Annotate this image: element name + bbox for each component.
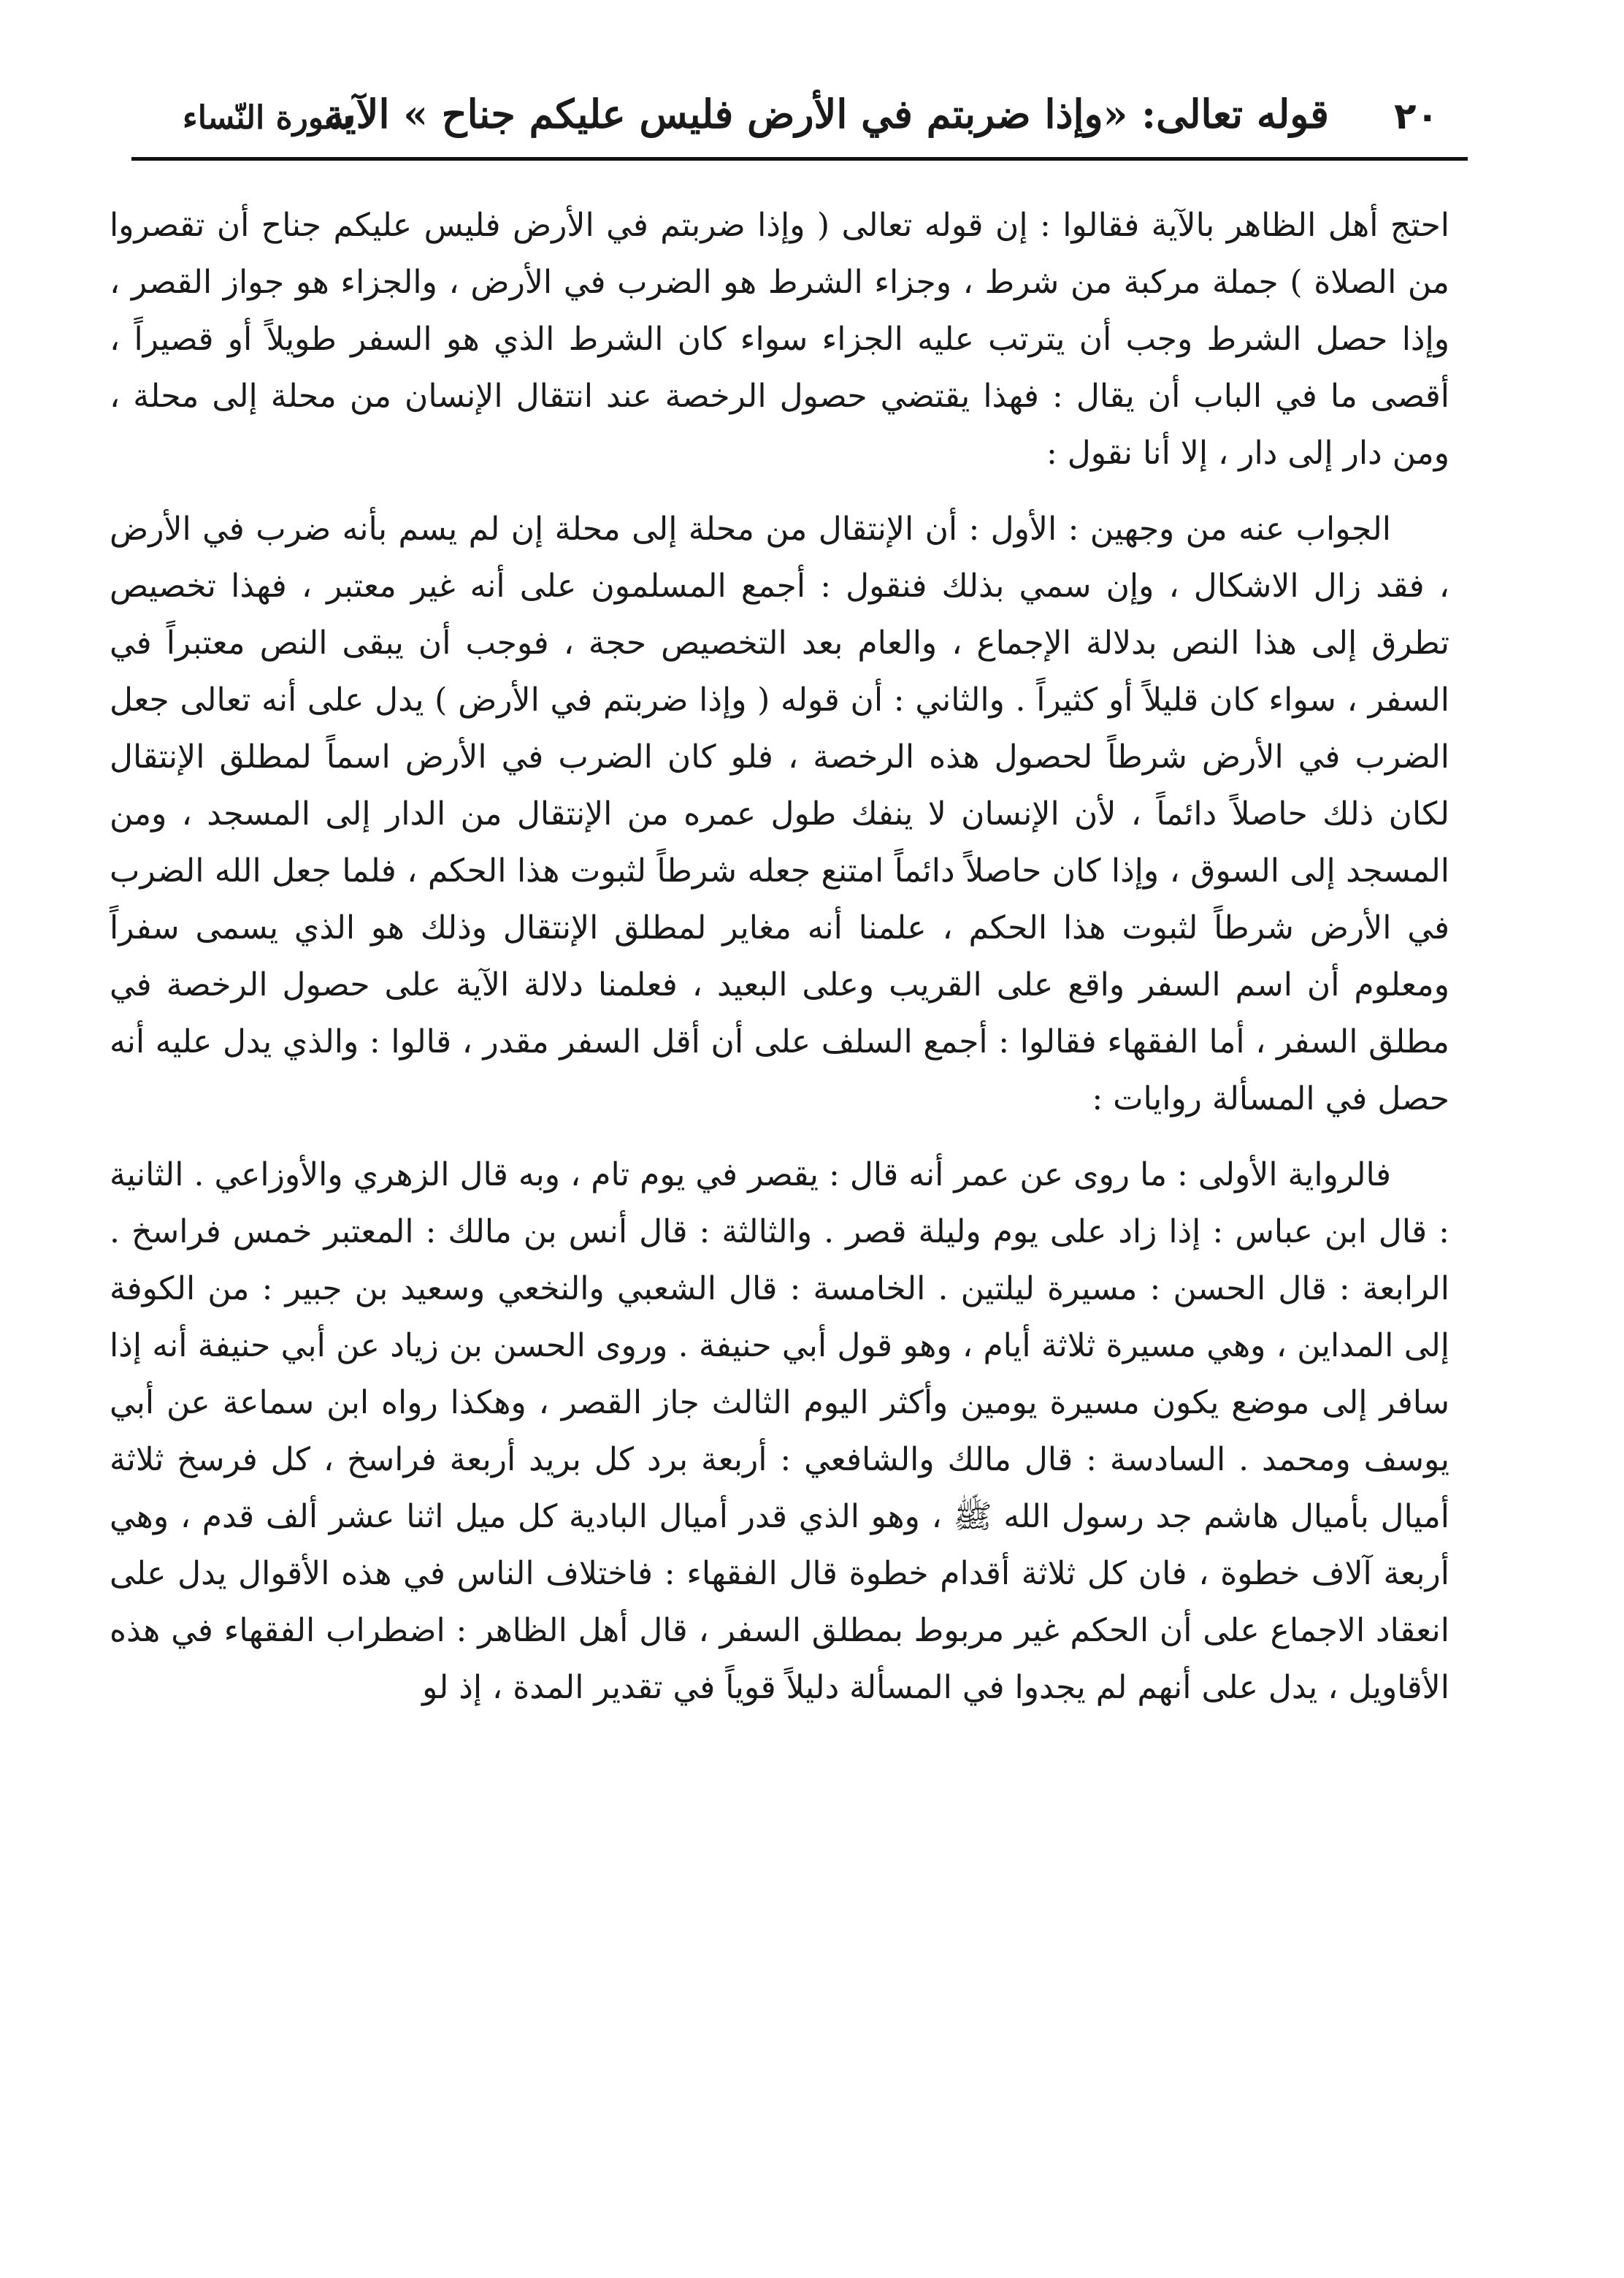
paragraph: الجواب عنه من وجهين : الأول : أن الإنتقال من محلة إلى محلة إن لم يسم بأنه ضرب في الأرض ، فقد زال الاشكال ، وإن سمي بذلك فنقول : أجمع المسلمون على أنه غير معتبر ، فهذا تخصيص تطرق إلى هذا النص بدلالة الإجماع ، والعام بعد التخصيص حجة ، فوجب أن يبقى النص معتبراً في السفر ، سواء كان قليلاً أو كثيراً . والثاني : أن قوله ( وإذا ضربتم في الأرض ) يدل على أنه تعالى جعل الضرب في الأرض شرطاً لحصول هذه الرخصة ، فلو كان الضرب في الأرض اسماً لمطلق الإنتقال لكان ذلك حاصلاً دائماً ، لأن الإنسان لا ينفك طول عمره من الإنتقال من الدار إلى المسجد ، ومن المسجد إلى السوق ، وإذا كان حاصلاً دائماً امتنع جعله شرطاً لثبوت هذا الحكم ، فلما جعل الله الضرب في الأرض شرطاً لثبوت هذا الحكم ، علمنا أنه مغاير لمطلق الإنتقال وذلك هو الذي يسمى سفراً ومعلوم أن اسم السفر واقع على القريب وعلى البعيد ، فعلمنا دلالة الآية على حصول الرخصة في مطلق السفر ، أما الفقهاء فقالوا : أجمع السلف على أن أقل السفر مقدر ، قالوا : والذي يدل عليه أنه حصل في المسألة روايات : — [110, 511, 1449, 1117]
header-divider — [131, 157, 1468, 161]
paragraph: فالرواية الأولى : ما روى عن عمر أنه قال : يقصر في يوم تام ، وبه قال الزهري والأوزاعي . الثانية : قال ابن عباس : إذا زاد على يوم وليلة قصر . والثالثة : قال أنس بن مالك : المعتبر خمس فراسخ . الرابعة : قال الحسن : مسيرة ليلتين . الخامسة : قال الشعبي والنخعي وسعيد بن جبير : من الكوفة إلى المداين ، وهي مسيرة ثلاثة أيام ، وهو قول أبي حنيفة . وروى الحسن بن زياد عن أبي حنيفة أنه إذا سافر إلى موضع يكون مسيرة يومين وأكثر اليوم الثالث جاز القصر ، وهكذا رواه ابن سماعة عن أبي يوسف ومحمد . السادسة : قال مالك والشافعي : أربعة برد كل بريد أربعة فراسخ ، كل فرسخ ثلاثة أميال بأميال هاشم جد رسول الله ﷺ ، وهو الذي قدر أميال البادية كل ميل اثنا عشر ألف قدم ، وهي أربعة آلاف خطوة ، فان كل ثلاثة أقدام خطوة قال الفقهاء : فاختلاف الناس في هذه الأقوال يدل على انعقاد الاجماع على أن الحكم غير مربوط بمطلق السفر ، قال أهل الظاهر : اضطراب الفقهاء في هذه الأقاويل ، يدل على أنهم لم يجدوا في المسألة دليلاً قوياً في تقدير المدة ، إذ لو — [110, 1156, 1449, 1706]
surah-name: سورة النّساء — [183, 99, 352, 137]
page-header — [131, 80, 1468, 161]
page-number: ٢٠ — [1393, 95, 1439, 137]
running-title: قوله تعالى: «وإذا ضربتم في الأرض فليس عليكم جناح » الآية — [323, 91, 1329, 137]
body-text — [110, 197, 1449, 1735]
paragraph: احتج أهل الظاهر بالآية فقالوا : إن قوله تعالى ( وإذا ضربتم في الأرض فليس عليكم جناح أن تقصروا من الصلاة ) جملة مركبة من شرط ، وجزاء الشرط هو الضرب في الأرض ، والجزاء هو جواز القصر ، وإذا حصل الشرط وجب أن يترتب عليه الجزاء سواء كان الشرط الذي هو السفر طويلاً أو قصيراً ، أقصى ما في الباب أن يقال : فهذا يقتضي حصول الرخصة عند انتقال الإنسان من محلة إلى محلة ، ومن دار إلى دار ، إلا أنا نقول : — [110, 207, 1449, 472]
